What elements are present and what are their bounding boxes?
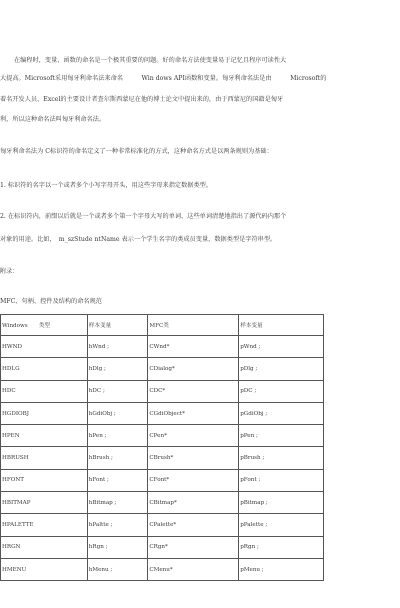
table-cell: hBitmap ;: [87, 492, 148, 514]
table-cell: HPALETTE: [1, 514, 88, 536]
table-cell: HDLG: [1, 358, 88, 380]
table-cell: pGdiObj ;: [239, 402, 324, 424]
table-row: [1, 536, 324, 558]
table-cell: pDC ;: [239, 380, 324, 402]
table-cell: hFont ;: [87, 469, 148, 491]
table-header-cell: 样本变量: [87, 315, 148, 336]
table-cell: pBrush ;: [239, 447, 324, 469]
table-row: [1, 358, 324, 380]
table-cell: HGDIOBJ: [1, 402, 88, 424]
table-cell: HBITMAP: [1, 492, 88, 514]
table-cell: hGdiObj ;: [87, 402, 148, 424]
table-header-cell: Windows 类型: [1, 315, 88, 336]
table-cell: CPen*: [148, 425, 239, 447]
table-cell: hDC ;: [87, 380, 148, 402]
table-cell: HBRUSH: [1, 447, 88, 469]
table-row: [1, 447, 324, 469]
table-cell: pFont ;: [239, 469, 324, 491]
table-cell: HWND: [1, 336, 88, 358]
table-row: [1, 558, 324, 580]
table-cell: hPen ;: [87, 425, 148, 447]
rule-2-line-2: 对象的用途。比如， m_szStude ntName 表示一个学生名字的类成员变量，数据类型是字符串型。: [0, 236, 277, 243]
table-cell: hDlg ;: [87, 358, 148, 380]
table-cell: pBitmap ;: [239, 492, 324, 514]
table-cell: pWnd ;: [239, 336, 324, 358]
table-row: [1, 425, 324, 447]
table-cell: pPen ;: [239, 425, 324, 447]
table-cell: hBrush ;: [87, 447, 148, 469]
table-row: [1, 402, 324, 424]
table-cell: CBitmap*: [148, 492, 239, 514]
table-cell: hMenu ;: [87, 558, 148, 580]
intro-line-4: 利，所以这种命名法叫匈牙利命名法。: [0, 116, 106, 123]
table-cell: HMENU: [1, 558, 88, 580]
intro-line-2: 大提高。Microsoft采用匈牙利命名法来命名 Win dows API函数和变量。匈牙利命名法是由 Microsoft的: [0, 75, 327, 82]
table-cell: HDC: [1, 380, 88, 402]
table-cell: CDialog*: [148, 358, 239, 380]
table-cell: CPalette*: [148, 514, 239, 536]
table-header-cell: MFC类: [148, 315, 239, 336]
table-cell: CMenu*: [148, 558, 239, 580]
table-row: [1, 469, 324, 491]
table-cell: pRgn ;: [239, 536, 324, 558]
table-cell: hRgn ;: [87, 536, 148, 558]
table-caption-text: MFC、句柄、控件及结构的命名规范: [0, 298, 102, 305]
rule-1-line: 1. 标识符的名字以一个或者多个小写字母开头，用这些字母来指定数据类型。: [0, 182, 213, 189]
definition-line: 匈牙利命名法为 C标识符的命名定义了一种非常标准化的方式，这种命名方式是以两条规则为基础：: [0, 148, 273, 155]
table-row: [1, 492, 324, 514]
table-cell: HFONT: [1, 469, 88, 491]
rule-2-line-1: 2. 在标识符内，前缀以后就是一个或者多个第一个字母大写的单词，这些单词清楚地指出了源代码内那个: [0, 213, 287, 220]
intro-line-1: 在编程时，变量、函数的命名是一个极其重要的问题。好的命名方法使变量易于记忆且程序可读性大: [14, 57, 287, 64]
table-row: [1, 336, 324, 358]
naming-convention-table: [0, 314, 324, 581]
table-cell: HRGN: [1, 536, 88, 558]
table-header-cell: 样本变量: [239, 315, 324, 336]
table-row: [1, 514, 324, 536]
table-cell: CDC*: [148, 380, 239, 402]
table-cell: pDlg ;: [239, 358, 324, 380]
appendix-label-text: 附录：: [0, 268, 19, 275]
table-cell: HPEN: [1, 425, 88, 447]
table-cell: hWnd ;: [87, 336, 148, 358]
table-header-row: [1, 315, 324, 336]
table-cell: pMenu ;: [239, 558, 324, 580]
table-cell: CRgn*: [148, 536, 239, 558]
table-cell: hPaltte ;: [87, 514, 148, 536]
table-cell: CGdiObject*: [148, 402, 239, 424]
table-cell: CFont*: [148, 469, 239, 491]
table-cell: CBrush*: [148, 447, 239, 469]
table-cell: pPalette ;: [239, 514, 324, 536]
table-cell: CWnd*: [148, 336, 239, 358]
table-row: [1, 380, 324, 402]
intro-line-3: 着名开发人员、Excel的主要设计者查尔斯西蒙尼在他的博士论文中提出来的，由于西蒙尼的国籍是匈牙: [0, 96, 284, 103]
